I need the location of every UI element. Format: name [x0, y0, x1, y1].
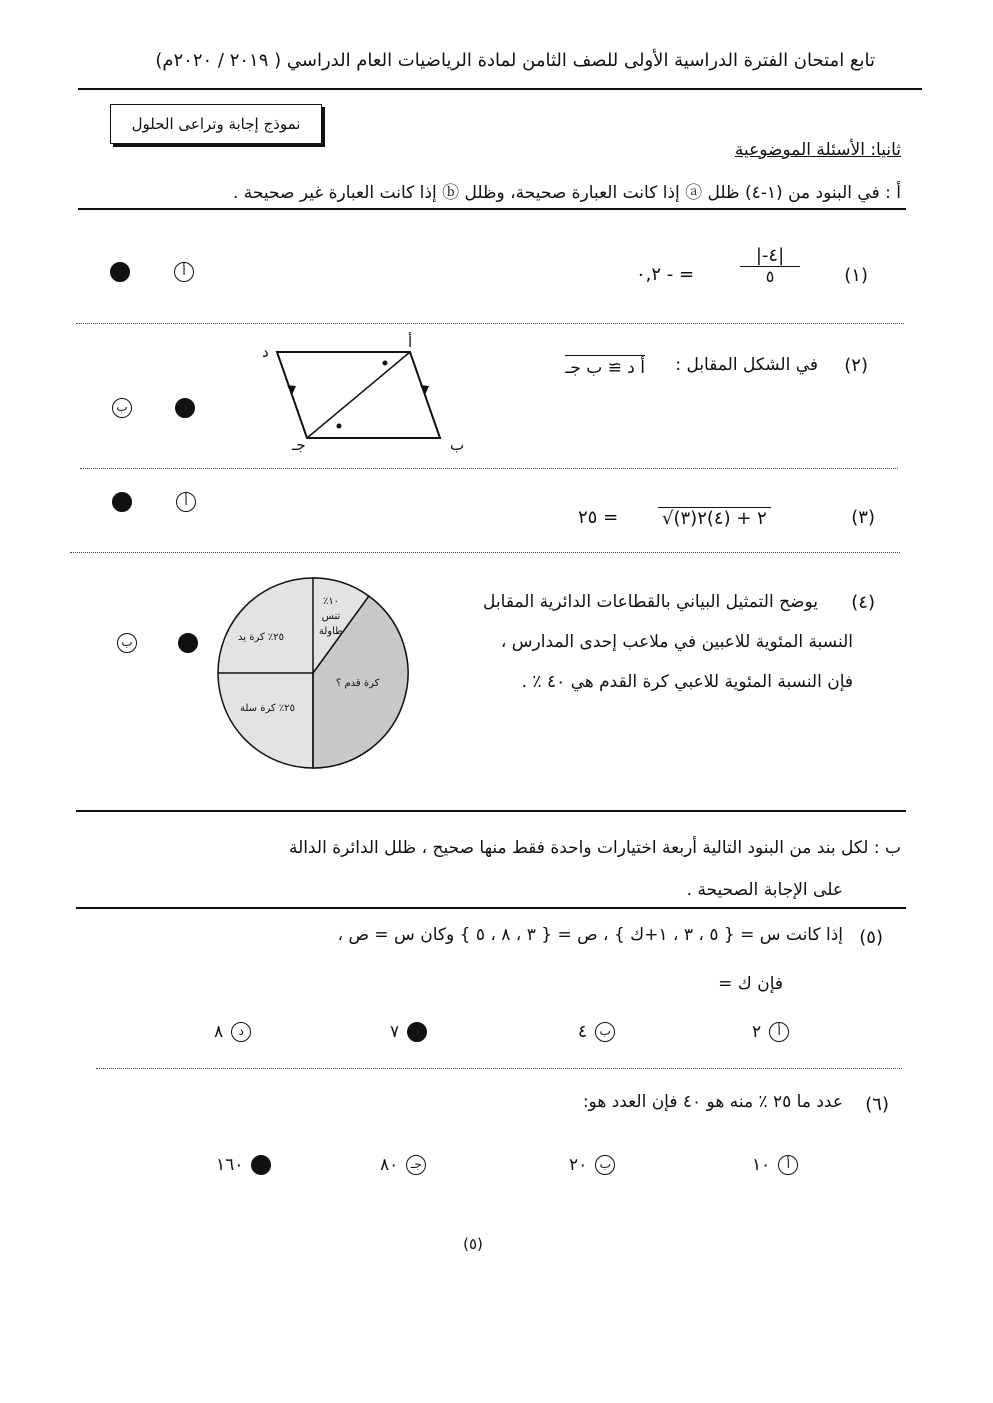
- pie-label-table-tennis: ١٠٪ تنس طاولة: [318, 596, 344, 637]
- choice-value: ٤: [578, 1022, 588, 1042]
- question-number: (٥): [859, 927, 883, 948]
- q5-line2: فإن ك =: [718, 974, 783, 994]
- q5-line1: إذا كانت س = { ٥ ، ٣ ، ١+ك } ، ص = { ٣ ، ٨ ، ٥ } وكان س = ص ،: [337, 925, 843, 945]
- choice-value: ٨٠: [380, 1155, 399, 1175]
- choice-value: ١٦٠: [216, 1155, 244, 1175]
- choice-value: ٢٠: [569, 1155, 588, 1175]
- q4-line1: يوضح التمثيل البياني بالقطاعات الدائرية المقابل: [483, 592, 818, 612]
- vertex-label-d: د: [262, 343, 269, 361]
- q6-choice-c[interactable]: [380, 1153, 426, 1177]
- answer-key-box: نموذج إجابة وتراعى الحلول: [110, 104, 322, 144]
- question-number: (١): [844, 265, 868, 286]
- q4-option-a-bubble[interactable]: أ: [178, 633, 198, 653]
- q1-option-b-bubble[interactable]: ب: [110, 262, 130, 282]
- q6-choice-a[interactable]: [752, 1153, 798, 1177]
- section-title: ثانيا: الأسئلة الموضوعية: [734, 140, 901, 160]
- choice-bubble[interactable]: د: [251, 1155, 271, 1175]
- choice-bubble[interactable]: د: [231, 1022, 251, 1042]
- part-a-instruction: أ : في البنود من (١-٤) ظلل ⓐ إذا كانت العبارة صحيحة، وظلل ⓑ إذا كانت العبارة غير صحيحة .: [232, 183, 901, 203]
- choice-value: ١٠: [752, 1155, 771, 1175]
- fraction-numerator: |-٤|: [740, 245, 800, 267]
- q5-choice-d[interactable]: [214, 1020, 251, 1044]
- question-number: (٦): [865, 1094, 889, 1115]
- fraction-denominator: ٥: [765, 267, 775, 286]
- choice-bubble[interactable]: أ: [769, 1022, 789, 1042]
- q5-choice-b[interactable]: [578, 1020, 615, 1044]
- header-divider: [78, 88, 922, 90]
- part-a-divider: [78, 208, 906, 210]
- choice-value: ٧: [390, 1022, 400, 1042]
- q2-text: في الشكل المقابل :: [675, 355, 818, 375]
- q3-divider: [70, 552, 900, 553]
- choice-bubble[interactable]: جـ: [407, 1022, 427, 1042]
- fraction: [740, 245, 800, 286]
- part-b-instruction-line1: ب : لكل بند من البنود التالية أربعة اختيارات واحدة فقط منها صحيح ، ظلل الدائرة الدالة: [288, 838, 901, 858]
- q2-expression: أ د ≅ ب جـ: [565, 355, 645, 378]
- choice-value: ٨: [214, 1022, 224, 1042]
- choice-bubble[interactable]: أ: [778, 1155, 798, 1175]
- part-b-top-divider: [76, 810, 906, 812]
- pie-label-football: كرة قدم ؟: [336, 678, 380, 689]
- q2-divider: [80, 468, 898, 469]
- q5-divider: [96, 1068, 902, 1069]
- q2-option-a-bubble[interactable]: أ: [175, 398, 195, 418]
- q6-choice-b[interactable]: [569, 1153, 615, 1177]
- q3-rest: = ٢٥: [578, 507, 619, 528]
- question-number: (٢): [844, 355, 868, 376]
- vertex-label-a: أ: [408, 333, 413, 351]
- choice-bubble[interactable]: ب: [595, 1022, 615, 1042]
- q4-line3: فإن النسبة المئوية للاعبي كرة القدم هي ٤٠ ٪ .: [521, 672, 853, 692]
- vertex-label-c: جـ: [292, 436, 306, 454]
- part-b-divider: [76, 907, 906, 909]
- q1-divider: [76, 323, 904, 324]
- q1-option-a-bubble[interactable]: أ: [174, 262, 194, 282]
- choice-value: ٢: [752, 1022, 762, 1042]
- question-number: (٣): [851, 507, 875, 528]
- vertex-label-b: ب: [450, 436, 465, 454]
- q6-choice-d[interactable]: [216, 1153, 271, 1177]
- q3-option-a-bubble[interactable]: أ: [176, 492, 196, 512]
- question-number: (٤): [851, 592, 875, 613]
- q4-option-b-bubble[interactable]: ب: [117, 633, 137, 653]
- q1-rest: = - ٠,٢: [636, 264, 695, 285]
- pie-label-basketball: ٢٥٪ كرة سلة: [240, 703, 296, 714]
- q6-line1: عدد ما ٢٥ ٪ منه هو ٤٠ فإن العدد هو:: [582, 1092, 843, 1112]
- page-number: (٥): [463, 1235, 483, 1253]
- q3-radical: √(٣)٢ + (٤)٢: [658, 507, 771, 529]
- exam-header-title: تابع امتحان الفترة الدراسية الأولى للصف الثامن لمادة الرياضيات العام الدراسي ( ٢٠١٩ / ٢٠٢٠م): [155, 50, 875, 71]
- q5-choice-c[interactable]: [390, 1020, 427, 1044]
- q3-option-b-bubble[interactable]: ب: [112, 492, 132, 512]
- pie-label-handball: ٢٥٪ كرة يد: [238, 632, 285, 643]
- q2-option-b-bubble[interactable]: ب: [112, 398, 132, 418]
- parallelogram-figure: [255, 330, 475, 460]
- part-b-instruction-line2: على الإجابة الصحيحة .: [686, 880, 843, 900]
- q5-choice-a[interactable]: [752, 1020, 789, 1044]
- choice-bubble[interactable]: ب: [595, 1155, 615, 1175]
- choice-bubble[interactable]: جـ: [406, 1155, 426, 1175]
- q4-line2: النسبة المئوية للاعبين في ملاعب إحدى المدارس ،: [500, 632, 853, 652]
